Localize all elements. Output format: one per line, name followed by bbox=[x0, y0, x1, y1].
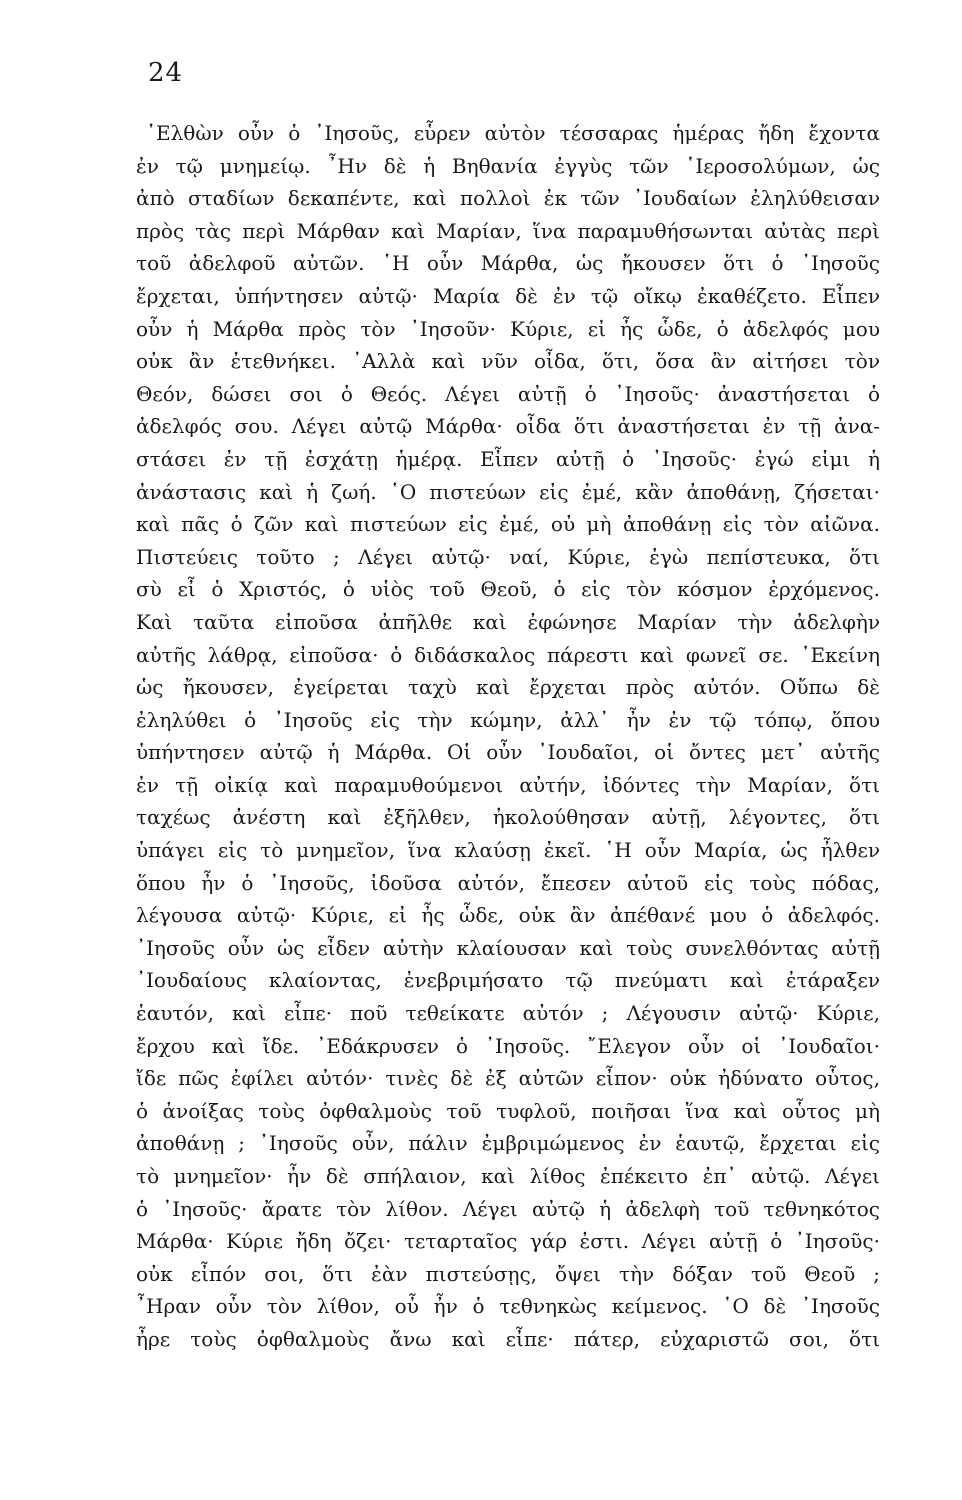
text-line: οὐκ εἶπόν σοι, ὅτι ἐὰν πιστεύσῃς, ὄψει τὴν δόξαν τοῦ Θεοῦ ; bbox=[136, 1261, 880, 1286]
text-line: ὁ ᾿Ιησοῦς· ἄρατε τὸν λίθον. Λέγει αὐτῷ ἡ ἀδελφὴ τοῦ τεθνηκότος bbox=[136, 1196, 880, 1221]
text-line: ὡς ἤκουσεν, ἐγείρεται ταχὺ καὶ ἔρχεται πρὸς αὐτόν. Οὔπω δὲ bbox=[136, 675, 880, 700]
text-line: ῏Ηραν οὖν τὸν λίθον, οὗ ἦν ὁ τεθνηκὼς κείμενος. ῾Ο δὲ ᾿Ιησοῦς bbox=[136, 1294, 880, 1319]
text-line: ὅπου ἦν ὁ ᾿Ιησοῦς, ἰδοῦσα αὐτόν, ἔπεσεν αὐτοῦ εἰς τοὺς πόδας, bbox=[136, 870, 880, 895]
text-line: ἀποθάνῃ ; ᾿Ιησοῦς οὖν, πάλιν ἐμβριμώμενος ἐν ἑαυτῷ, ἔρχεται εἰς bbox=[136, 1131, 880, 1156]
text-line: ἦρε τοὺς ὀφθαλμοὺς ἄνω καὶ εἶπε· πάτερ, εὐχαριστῶ σοι, ὅτι bbox=[136, 1326, 880, 1351]
text-line: Μάρθα· Κύριε ἤδη ὄζει· τεταρταῖος γάρ ἐστι. Λέγει αὐτῇ ὁ ᾿Ιησοῦς· bbox=[136, 1229, 880, 1254]
text-line: ἐληλύθει ὁ ᾿Ιησοῦς εἰς τὴν κώμην, ἀλλ᾿ ἦν ἐν τῷ τόπῳ, ὅπου bbox=[136, 707, 880, 732]
text-line: ᾿Ιησοῦς οὖν ὡς εἶδεν αὐτὴν κλαίουσαν καὶ τοὺς συνελθόντας αὐτῇ bbox=[136, 935, 880, 960]
text-line: ὑπάγει εἰς τὸ μνημεῖον, ἵνα κλαύσῃ ἐκεῖ. ῾Η οὖν Μαρία, ὡς ἦλθεν bbox=[136, 838, 880, 863]
text-line: καὶ πᾶς ὁ ζῶν καὶ πιστεύων εἰς ἐμέ, οὐ μὴ ἀποθάνῃ εἰς τὸν αἰῶνα. bbox=[136, 512, 880, 537]
text-line: τοῦ ἀδελφοῦ αὐτῶν. ῾Η οὖν Μάρθα, ὡς ἤκουσεν ὅτι ὁ ᾿Ιησοῦς bbox=[136, 251, 880, 276]
text-line: ἀνάστασις καὶ ἡ ζωή. ῾Ο πιστεύων εἰς ἐμέ, κἂν ἀποθάνῃ, ζήσεται· bbox=[136, 479, 880, 504]
text-line: αὐτῆς λάθρᾳ, εἰποῦσα· ὁ διδάσκαλος πάρεστι καὶ φωνεῖ σε. ᾿Εκείνη bbox=[136, 642, 880, 667]
text-line: Καὶ ταῦτα εἰποῦσα ἀπῆλθε καὶ ἐφώνησε Μαρίαν τὴν ἀδελφὴν bbox=[136, 609, 880, 634]
page-number: 24 bbox=[148, 58, 184, 88]
text-line: Πιστεύεις τοῦτο ; Λέγει αὐτῷ· ναί, Κύριε, ἐγὼ πεπίστευκα, ὅτι bbox=[136, 544, 880, 569]
text-line: ἀδελφός σου. Λέγει αὐτῷ Μάρθα· οἶδα ὅτι ἀναστήσεται ἐν τῇ ἀνα- bbox=[136, 414, 880, 439]
text-line: ἐν τῷ μνημείῳ. ῏Ην δὲ ἡ Βηθανία ἐγγὺς τῶν ῾Ιεροσολύμων, ὡς bbox=[136, 153, 880, 178]
text-line: λέγουσα αὐτῷ· Κύριε, εἰ ἦς ὧδε, οὐκ ἂν ἀπέθανέ μου ὁ ἀδελφός. bbox=[136, 903, 880, 928]
text-line: ἐν τῇ οἰκίᾳ καὶ παραμυθούμενοι αὐτήν, ἰδόντες τὴν Μαρίαν, ὅτι bbox=[136, 772, 880, 797]
text-line: ἔρχεται, ὑπήντησεν αὐτῷ· Μαρία δὲ ἐν τῷ οἴκῳ ἐκαθέζετο. Εἶπεν bbox=[136, 283, 880, 308]
text-line: ᾿Ελθὼν οὖν ὁ ᾿Ιησοῦς, εὗρεν αὐτὸν τέσσαρας ἡμέρας ἤδη ἔχοντα bbox=[146, 121, 880, 145]
text-line: Θεόν, δώσει σοι ὁ Θεός. Λέγει αὐτῇ ὁ ᾿Ιησοῦς· ἀναστήσεται ὁ bbox=[136, 381, 880, 406]
text-line: ὁ ἀνοίξας τοὺς ὀφθαλμοὺς τοῦ τυφλοῦ, ποιῆσαι ἵνα καὶ οὗτος μὴ bbox=[136, 1098, 880, 1123]
text-line: οὐκ ἂν ἐτεθνήκει. ᾿Αλλὰ καὶ νῦν οἶδα, ὅτι, ὅσα ἂν αἰτήσει τὸν bbox=[136, 349, 880, 374]
text-line: τὸ μνημεῖον· ἦν δὲ σπήλαιον, καὶ λίθος ἐπέκειτο ἐπ᾿ αὐτῷ. Λέγει bbox=[136, 1164, 880, 1188]
text-line: σὺ εἶ ὁ Χριστός, ὁ υἱὸς τοῦ Θεοῦ, ὁ εἰς τὸν κόσμον ἐρχόμενος. bbox=[136, 577, 880, 602]
text-line: ᾿Ιουδαίους κλαίοντας, ἐνεβριμήσατο τῷ πνεύματι καὶ ἐτάραξεν bbox=[136, 968, 880, 993]
text-line: ἔρχου καὶ ἴδε. ᾿Εδάκρυσεν ὁ ᾿Ιησοῦς. ῎Ελεγον οὖν οἱ ᾿Ιουδαῖοι· bbox=[136, 1033, 880, 1058]
text-line: ἀπὸ σταδίων δεκαπέντε, καὶ πολλοὶ ἐκ τῶν ᾿Ιουδαίων ἐληλύθεισαν bbox=[136, 186, 880, 211]
body-text bbox=[136, 117, 880, 1356]
text-line: ταχέως ἀνέστη καὶ ἐξῆλθεν, ἠκολούθησαν αὐτῇ, λέγοντες, ὅτι bbox=[136, 805, 880, 830]
text-line: οὖν ἡ Μάρθα πρὸς τὸν ᾿Ιησοῦν· Κύριε, εἰ ἦς ὧδε, ὁ ἀδελφός μου bbox=[136, 316, 880, 341]
text-line: ἑαυτόν, καὶ εἶπε· ποῦ τεθείκατε αὐτόν ; Λέγουσιν αὐτῷ· Κύριε, bbox=[136, 1001, 880, 1026]
text-line: πρὸς τὰς περὶ Μάρθαν καὶ Μαρίαν, ἵνα παραμυθήσωνται αὐτὰς περὶ bbox=[136, 218, 880, 243]
text-line: ἴδε πῶς ἐφίλει αὐτόν· τινὲς δὲ ἐξ αὐτῶν εἶπον· οὐκ ἠδύνατο οὗτος, bbox=[136, 1066, 880, 1091]
text-line: στάσει ἐν τῇ ἐσχάτῃ ἡμέρᾳ. Εἶπεν αὐτῇ ὁ ᾿Ιησοῦς· ἐγώ εἰμι ἡ bbox=[136, 446, 880, 471]
text-line: ὑπήντησεν αὐτῷ ἡ Μάρθα. Οἱ οὖν ᾿Ιουδαῖοι, οἱ ὄντες μετ᾿ αὐτῆς bbox=[136, 740, 880, 765]
